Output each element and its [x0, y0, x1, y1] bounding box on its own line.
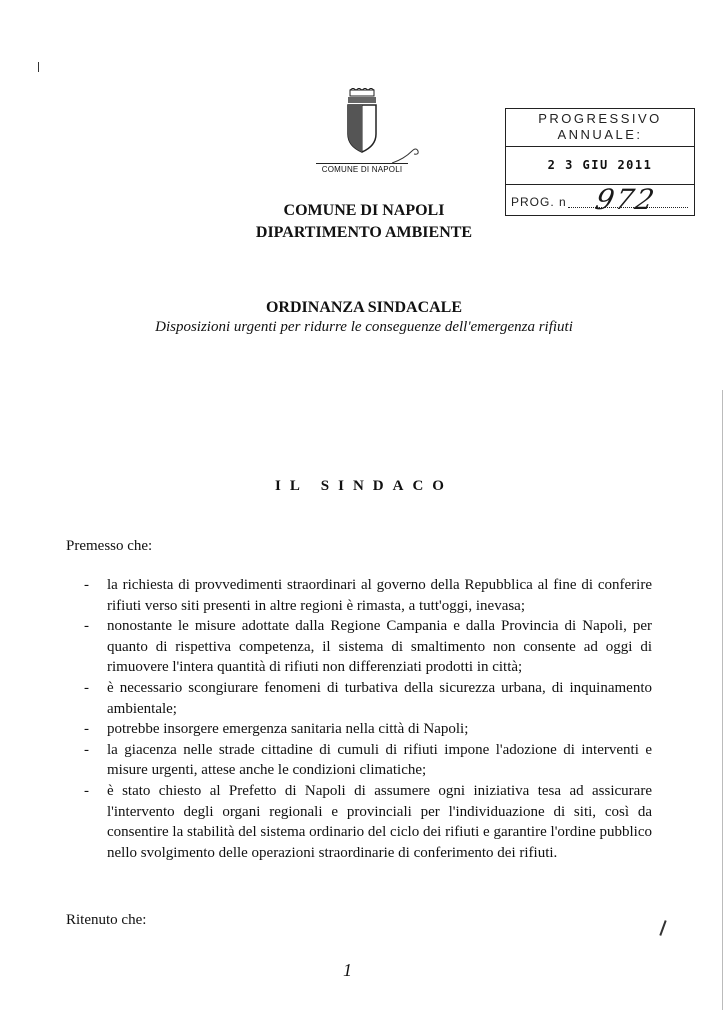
list-item-text: potrebbe insorgere emergenza sanitaria nella città di Napoli; [107, 721, 469, 738]
stamp-line-1: PROGRESSIVO [538, 111, 662, 126]
ordinance-title: ORDINANZA SINDACALE [265, 299, 463, 316]
list-item-text: la richiesta di provvedimenti straordinari al governo della Repubblica al fine di conferire rifiuti verso siti presenti in altre regioni è rimasta, a tutt'oggi, inevasa; [107, 577, 652, 614]
premises-list [84, 575, 652, 863]
scan-edge [722, 390, 723, 1010]
page-number: 1 [343, 960, 352, 980]
stamp-prog-label: PROG. n [511, 195, 567, 209]
premesso-heading: Premesso che: [66, 538, 153, 554]
list-item: - è necessario scongiurare fenomeni di turbativa della sicurezza urbana, di inquinamento ambientale; [84, 679, 652, 717]
signature-swirl-icon [392, 145, 422, 165]
protocol-stamp [505, 108, 695, 216]
list-item-text: è stato chiesto al Prefetto di Napoli di assumere ogni iniziativa tesa ad assicurare l'intervento degli organi regionali e provinciali per l'individuazione di siti, così da consentire la stabilità del sistema ordinario del ciclo dei rifiuti e garantire l'ordine pubblico nello svolgimento delle operazioni straordinarie di conferimento dei rifiuti. [107, 782, 652, 861]
ritenuto-heading: Ritenuto che: [66, 912, 147, 928]
list-item-text: è necessario scongiurare fenomeni di turbativa della sicurezza urbana, di inquinamento ambientale; [107, 679, 652, 717]
list-item-text: la giacenza nelle strade cittadine di cumuli di rifiuti impone l'adozione di interventi e misure urgenti, attese anche le condizioni climatiche; [107, 741, 652, 779]
list-item: - la giacenza nelle strade cittadine di cumuli di rifiuti impone l'adozione di interventi e misure urgenti, attese anche le condizioni climatiche; [84, 741, 652, 779]
stamp-divider [506, 146, 694, 147]
list-item-text: nonostante le misure adottate dalla Regione Campania e dalla Provincia di Napoli, per quanto di rispettiva competenza, il sistema di smaltimento non consente ad oggi di rimuovere l'intera quantità di rifiuti non differenziati prodotti in città; [107, 618, 652, 676]
scan-mark [38, 62, 39, 72]
comune-label: COMUNE DI NAPOLI [316, 163, 408, 174]
list-item: - la richiesta di provvedimenti straordinari al governo della Repubblica al fine di conferire rifiuti verso siti presenti in altre regioni è rimasta, a tutt'oggi, inevasa; [84, 577, 652, 614]
speaker-heading: IL SINDACO [275, 478, 453, 494]
document-title: COMUNE DI NAPOLI [283, 202, 445, 219]
coat-of-arms-icon [340, 88, 384, 154]
stamp-date: 2 3 GIU 2011 [547, 158, 653, 172]
stamp-prog-number: 972 [592, 183, 659, 216]
department-title: DIPARTIMENTO AMBIENTE [255, 224, 473, 241]
ordinance-subtitle: Disposizioni urgenti per ridurre le conseguenze dell'emergenza rifiuti [155, 319, 573, 335]
list-item: - è stato chiesto al Prefetto di Napoli di assumere ogni iniziativa tesa ad assicurare l'intervento degli organi regionali e provinciali per l'individuazione di siti, così da consentire la stabilità del sistema ordinario del ciclo dei rifiuti e garantire l'ordine pubblico nello svolgimento delle operazioni straordinarie di conferimento dei rifiuti. [84, 782, 652, 861]
list-item: - nonostante le misure adottate dalla Regione Campania e dalla Provincia di Napoli, per quanto di rispettiva competenza, il sistema di smaltimento non consente ad oggi di rimuovere l'intera quantità di rifiuti non differenziati prodotti in città; [84, 618, 652, 676]
list-item: - potrebbe insorgere emergenza sanitaria nella città di Napoli; [84, 721, 469, 738]
scan-mark [659, 920, 666, 936]
stamp-line-2: ANNUALE: [557, 127, 643, 142]
